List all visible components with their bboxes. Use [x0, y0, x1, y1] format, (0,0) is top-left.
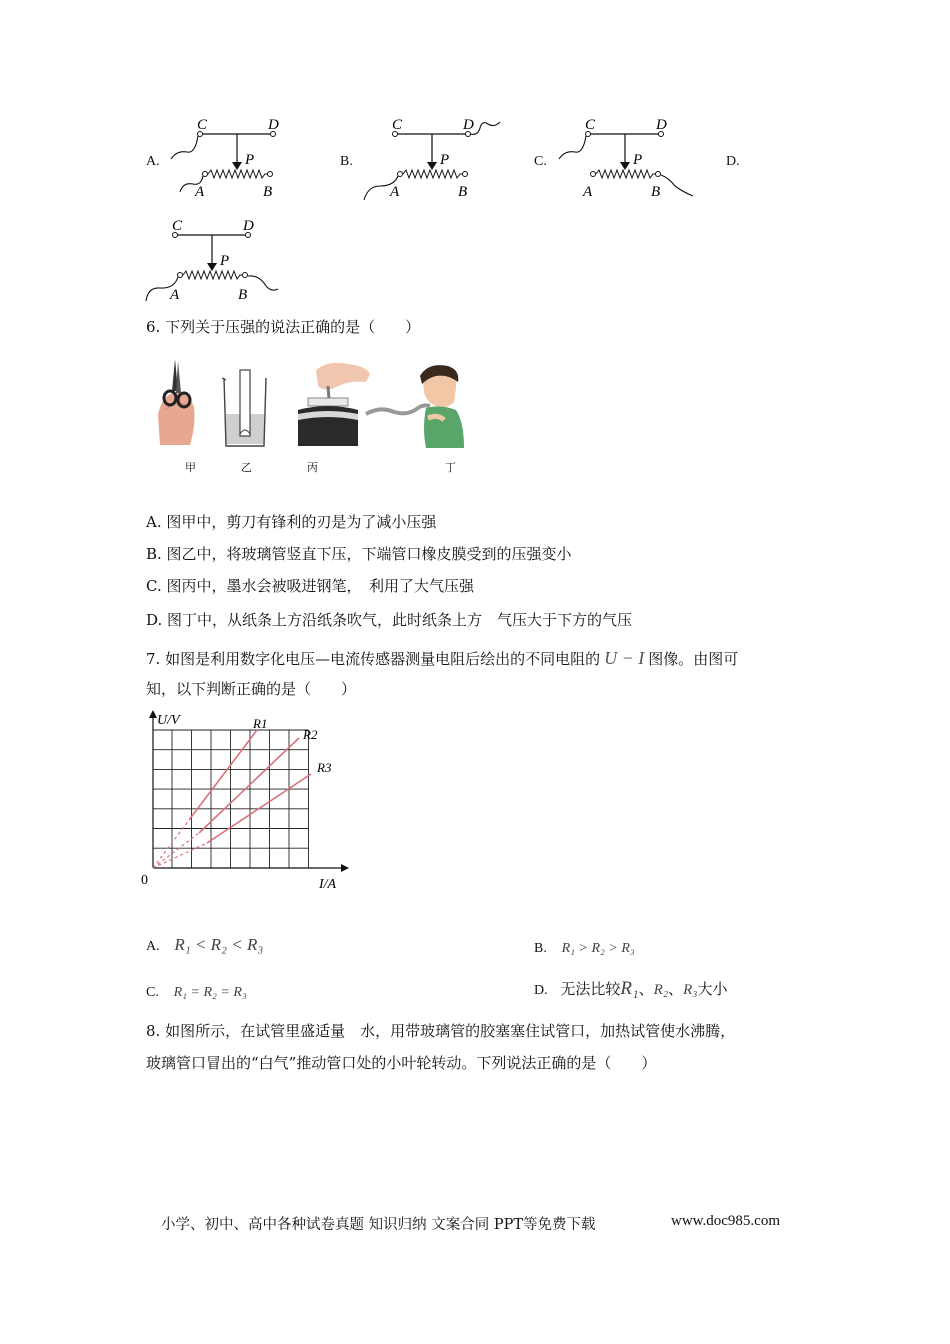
q7-option-a-expr: R₁ < R₂ < R₃: [174, 935, 264, 954]
label-c: C: [392, 117, 403, 133]
q8-line2: 玻璃管口冒出的“白气”推动管口处的小叶轮转动。下列说法正确的是（ ）: [146, 1054, 657, 1072]
label-b: B: [263, 184, 273, 200]
q7-option-c-label: C.: [146, 985, 159, 1000]
label-d: D: [463, 117, 474, 133]
series-label-r1: R1: [253, 716, 268, 731]
label-a: A: [195, 184, 205, 200]
q7-stem-symbol: U − I: [604, 648, 645, 668]
label-d: D: [268, 117, 279, 133]
q7-option-d[interactable]: [534, 979, 727, 1001]
footer-url[interactable]: www.doc985.com: [671, 1213, 781, 1229]
label-c: C: [585, 117, 596, 133]
q6-option-c[interactable]: C. 图丙中，墨水会被吸进钢笔， 利用了大气压强: [146, 577, 474, 595]
q7-stem-line1: [146, 648, 738, 669]
graph-y-label: U/V: [157, 713, 180, 728]
q6-figure-ding-boy-blowing: [360, 362, 470, 450]
label-c: C: [172, 218, 183, 234]
label-d: D: [656, 117, 667, 133]
q6-option-b[interactable]: B. 图乙中，将玻璃管竖直下压，下端管口橡皮膜受到的压强变小: [146, 545, 572, 563]
q6-figure-jia-scissors: [148, 355, 203, 450]
line-r2: [199, 738, 299, 833]
label-p: P: [633, 152, 643, 168]
label-p: P: [220, 253, 230, 269]
q7-option-d-r2: R₂: [653, 982, 669, 998]
q6-label-yi: 乙: [241, 461, 252, 474]
q6-label-bing: 丙: [307, 461, 318, 474]
q6-option-a[interactable]: A. 图甲中，剪刀有锋利的刃是为了减小压强: [146, 513, 437, 531]
q7-stem-line2: 知，以下判断正确的是（ ）: [146, 680, 357, 698]
q7-option-d-sep1: 、: [638, 980, 654, 998]
q7-option-c-expr: R₁ = R₂ = R₃: [173, 985, 247, 1000]
q6-label-ding: 丁: [445, 461, 456, 474]
q7-option-a[interactable]: [146, 935, 263, 957]
q5-diagram-a: [165, 112, 300, 204]
label-p: P: [245, 152, 255, 168]
q7-option-a-label: A.: [146, 939, 160, 954]
graph-x-label: I/A: [319, 877, 337, 892]
line-r1: [189, 730, 257, 820]
label-a: A: [170, 287, 180, 303]
label-c: C: [197, 117, 208, 133]
q7-option-c[interactable]: [146, 981, 247, 1003]
label-b: B: [651, 184, 661, 200]
q7-option-b-label: B.: [534, 941, 547, 956]
series-label-r2: R2: [303, 727, 318, 742]
label-a: A: [583, 184, 593, 200]
label-b: B: [458, 184, 468, 200]
label-b: B: [238, 287, 248, 303]
q6-figure-yi-beaker: [220, 368, 270, 448]
label-a: A: [390, 184, 400, 200]
q5-option-c-label[interactable]: C.: [534, 154, 547, 169]
q7-option-d-r3: R₃: [683, 982, 698, 998]
q7-stem-text-end: 图像。由图可: [648, 650, 739, 668]
q7-option-d-label: D.: [534, 983, 548, 998]
q7-option-d-text: 无法比较: [560, 980, 621, 998]
q5-option-b-label[interactable]: B.: [340, 154, 353, 169]
q7-option-d-end: 大小: [697, 980, 728, 998]
q5-option-a-label[interactable]: A.: [146, 154, 160, 169]
q7-option-d-r1: R₁: [620, 978, 639, 999]
q5-diagram-b: [360, 112, 510, 204]
series-label-r3: R3: [317, 760, 332, 775]
q6-option-d[interactable]: D. 图丁中，从纸条上方沿纸条吹气，此时纸条上方 气压大于下方的气压: [146, 611, 633, 629]
footer-text: 小学、初中、高中各种试卷真题 知识归纳 文案合同 PPT等免费下载: [161, 1217, 596, 1233]
q8-line1: 8. 如图所示，在试管里盛适量 水，用带玻璃管的胶塞塞住试管口，加热试管使水沸腾，: [146, 1022, 736, 1040]
q7-stem-text: 7. 如图是利用数字化电压—电流传感器测量电阻后绘出的不同电阻的: [146, 650, 601, 668]
label-p: P: [440, 152, 450, 168]
q6-stem: 6. 下列关于压强的说法正确的是（ ）: [146, 318, 421, 336]
q5-diagram-d: [140, 213, 290, 305]
graph-origin-label: 0: [141, 873, 148, 888]
q7-option-b[interactable]: [534, 937, 635, 959]
q6-label-jia: 甲: [185, 461, 196, 474]
q5-diagram-c: [553, 112, 703, 204]
q7-option-b-expr: R₁ > R₂ > R₃: [561, 941, 635, 956]
label-d: D: [243, 218, 254, 234]
q7-ui-graph: [135, 708, 350, 894]
q5-option-d-label[interactable]: D.: [726, 154, 740, 169]
q7-option-d-sep2: 、: [668, 980, 684, 998]
